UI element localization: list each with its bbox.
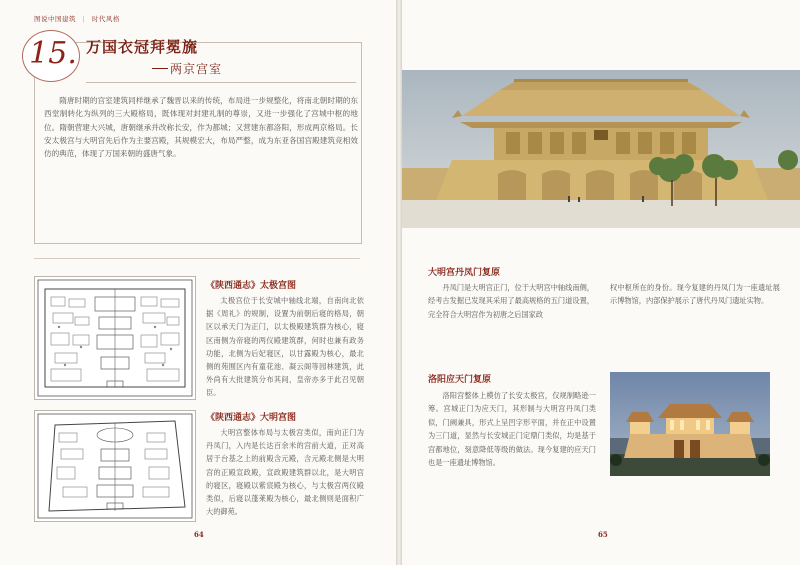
section-title: 时代风格 <box>91 15 120 23</box>
chapter-number: 15. <box>29 36 77 71</box>
header-separator: | <box>82 15 86 23</box>
taiji-palace-map <box>34 276 196 400</box>
left-page <box>0 0 396 565</box>
taiji-section-title: 《陕西通志》太极宫图 <box>206 281 297 291</box>
section-divider <box>34 258 360 259</box>
daming-palace-map <box>34 410 196 522</box>
danfeng-section-title: 大明宫丹凤门复原 <box>428 268 501 278</box>
chapter-title: 万国衣冠拜冕旒 <box>86 38 199 56</box>
book-title: 图说中国建筑 <box>34 15 76 23</box>
right-page <box>402 0 800 565</box>
page-number-left: 64 <box>194 530 204 539</box>
chapter-subtitle: 两京宫室 <box>170 62 223 76</box>
yingtian-section-title: 洛阳应天门复原 <box>428 375 492 385</box>
daming-section-text: 大明宫整体布局与太极宫类似，南向正门为丹凤门，入内是长达百余米的宫前大道，正对高居于台基之上的前殿含元殿，含元殿北侧是大明宫的正殿宣政殿，宣政殿建筑群以北，是大明宫的寝区，寝殿以紫宸殿为核心，与太极宫两仪殿类似，后寝以蓬莱殿为核心，最北侧则是面积广大的御苑。 <box>206 428 364 517</box>
title-rule <box>86 82 356 83</box>
page-number-right: 65 <box>598 530 608 539</box>
daming-section-title: 《陕西通志》大明宫图 <box>206 413 297 423</box>
subtitle-dash <box>152 68 168 69</box>
intro-paragraph: 隋唐时期的宫室建筑同样继承了魏晋以来的传统，布局进一步规整化，将南北朝时期的东西堂制转化为纵列的三大殿格局，既体现对封建礼制的尊崇，又进一步强化了宫城中枢的地位。隋朝营建大兴城，唐朝继承并改称长安，作为都城；又营建东都洛阳，形成两京格局。长安太极宫与大明宫先后作为主要宫殿，其规模宏大，布局严整，成为东亚各国宫殿建筑竞相效仿的典范，体现了万国来朝的盛唐气象。 <box>44 96 358 159</box>
yingtian-gate-photo <box>610 372 770 476</box>
running-head <box>34 14 124 23</box>
danfeng-section-text-continued: 权中枢所在的身份。现今复建的丹凤门为一座遗址展示博物馆，内部保护展示了唐代丹凤门遗址实物。 <box>610 283 780 306</box>
danfeng-gate-photo <box>402 70 800 228</box>
taiji-section-text: 太极宫位于长安城中轴线北端，自南向北依据《周礼》的规制，设置为前朝后寝的格局，朝区以承天门为正门，以太极殿建筑群为核心，寝区南侧为帝寝的两仪殿建筑群，何时也兼有政务功能，北侧为后妃寝区，以甘露殿为核心，最北侧的苑囿区内有童花池、凝云阁等园林建筑，此外尚有大批建筑分布其间，皇帝亦多于此召见朝臣。 <box>206 296 364 398</box>
danfeng-section-text: 丹凤门是大明宫正门，位于大明宫中轴线南侧，经考古发掘已发现其采用了最高规格的五门道设置，完全符合大明宫作为初唐之后国家政 <box>428 283 594 319</box>
yingtian-section-text: 洛阳宫整体上模仿了长安太极宫，仅规制略逊一筹。宫城正门为应天门，其形制与大明宫丹凤门类似，门阙兼具，形式上呈凹字形平面，并在正中设置为三门道，显然与长安城正门定鼎门类似，均是基于宫都地位，刻意降低等级的做法。现今复建的应天门也是一座遗址博物馆。 <box>428 391 596 468</box>
